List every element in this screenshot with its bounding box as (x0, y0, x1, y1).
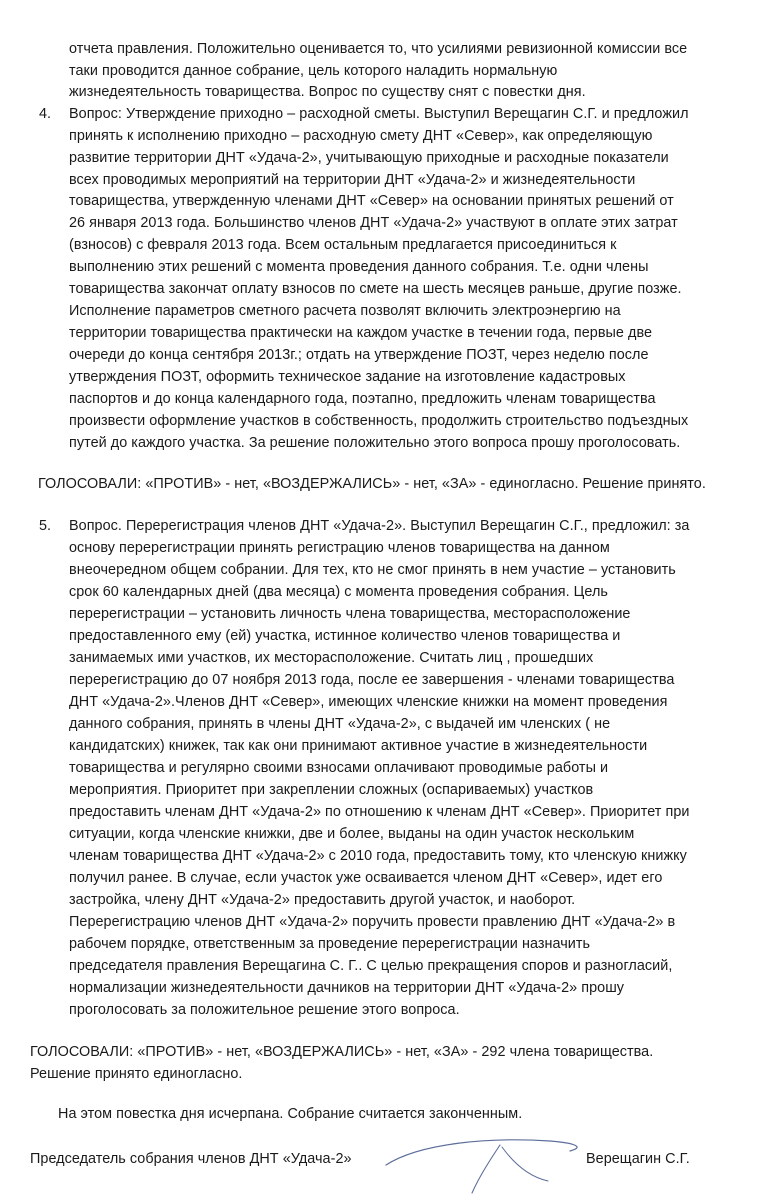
signature-name: Верещагин С.Г. (586, 1151, 690, 1167)
item-4-vote: ГОЛОСОВАЛИ: «ПРОТИВ» - нет, «ВОЗДЕРЖАЛИСЬ» - нет, «ЗА» - единогласно. Решение принято. (38, 476, 706, 492)
item-5-vote-line-2: Решение принято единогласно. (30, 1066, 243, 1082)
continuation-line-2: таки проводится данное собрание, цель которого наладить нормальную (69, 63, 558, 79)
item-5-line-17: получил ранее. В случае, если участок уже осваивается членом ДНТ «Север», идет его (69, 870, 663, 886)
item-5-line-10: данного собрания, принять в члены ДНТ «Удача-2», с выдачей им членских ( не (69, 716, 611, 732)
item-5-line-13: мероприятия. Приоритет при закреплении сложных (оспариваемых) участков (69, 782, 594, 798)
item-4-line-7: (взносов) с февраля 2013 года. Всем остальным предлагается присоединиться к (69, 237, 617, 253)
item-4-line-9: товарищества закончат оплату взносов по смете на шесть месяцев раньше, другие позже. (69, 281, 682, 297)
item-5-line-14: предоставить членам ДНТ «Удача-2» по отношению к членам ДНТ «Север». Приоритет при (69, 804, 690, 820)
item-5-line-5: перерегистрации – установить личность члена товарищества, месторасположение (69, 606, 631, 622)
item-5-line-2: основу перерегистрации принять регистрацию членов товарищества на данном (69, 540, 610, 556)
item-4-line-10: Исполнение параметров сметного расчета позволят включить электроэнергию на (69, 303, 621, 319)
item-5-vote-line-1: ГОЛОСОВАЛИ: «ПРОТИВ» - нет, «ВОЗДЕРЖАЛИСЬ» - нет, «ЗА» - 292 члена товарищества. (30, 1044, 654, 1060)
closing-statement: На этом повестка дня исчерпана. Собрание считается законченным. (58, 1106, 523, 1122)
item-4-line-5: товарищества, утвержденную членами ДНТ «Север» на основании принятых решений от (69, 193, 674, 209)
item-5-line-1: Вопрос. Перерегистрация членов ДНТ «Удача-2». Выступил Верещагин С.Г., предложил: за (69, 518, 690, 534)
item-4-number: 4. (39, 106, 52, 122)
item-5-line-12: товарищества и регулярно своими взносами оплачивают проводимые работы и (69, 760, 609, 776)
item-5-line-15: ситуации, когда членские книжки, две и более, выданы на один участок нескольким (69, 826, 635, 842)
item-5-line-11: кандидатских) книжек, так как они принимают активное участие в жизнедеятельности (69, 738, 648, 754)
handwritten-signature (380, 1135, 600, 1197)
item-5-line-16: членам товарищества ДНТ «Удача-2» с 2010 года, предоставить тому, кто членскую книжку (69, 848, 687, 864)
item-5-line-18: застройка, члену ДНТ «Удача-2» предоставить другой участок, и наоборот. (69, 892, 576, 908)
item-4-line-16: путей до каждого участка. За решение положительно этого вопроса прошу проголосовать. (69, 435, 681, 451)
item-5-line-23: проголосовать за положительное решение этого вопроса. (69, 1002, 460, 1018)
continuation-line-1: отчета правления. Положительно оценивается то, что усилиями ревизионной комиссии все (69, 41, 688, 57)
item-4-line-11: территории товарищества практически на каждом участке в течении года, первые две (69, 325, 653, 341)
continuation-line-3: жизнедеятельность товарищества. Вопрос по существу снят с повестки дня. (69, 84, 586, 100)
item-4-line-2: принять к исполнению приходно – расходную смету ДНТ «Север», как определяющую (69, 128, 653, 144)
item-4-line-12: очереди до конца сентября 2013г.; отдать на утверждение ПОЗТ, через неделю после (69, 347, 649, 363)
item-5-line-6: предоставленного ему (ей) участка, истинное количество членов товарищества и (69, 628, 621, 644)
item-5-line-22: нормализации жизнедеятельности дачников на территории ДНТ «Удача-2» прошу (69, 980, 625, 996)
item-5-line-4: срок 60 календарных дней (два месяца) с момента проведения собрания. Цель (69, 584, 608, 600)
signature-title: Председатель собрания членов ДНТ «Удача-2» (30, 1151, 352, 1167)
item-4-line-6: 26 января 2013 года. Большинство членов ДНТ «Удача-2» участвуют в оплате этих затрат (69, 215, 678, 231)
item-5-line-21: председателя правления Верещагина С. Г.. С целью прекращения споров и разногласий, (69, 958, 673, 974)
item-4-line-8: выполнению этих решений с момента проведения данного собрания. Т.е. одни члены (69, 259, 649, 275)
item-4-line-15: произвести оформление участков в собственность, продолжить строительство подъездных (69, 413, 689, 429)
item-4-line-14: паспортов и до конца календарного года, поэтапно, предложить членам товарищества (69, 391, 656, 407)
item-5-number: 5. (39, 518, 52, 534)
item-5-line-19: Перерегистрацию членов ДНТ «Удача-2» поручить провести правлению ДНТ «Удача-2» в (69, 914, 676, 930)
item-4-line-1: Вопрос: Утверждение приходно – расходной сметы. Выступил Верещагин С.Г. и предложил (69, 106, 689, 122)
item-4-line-13: утверждения ПОЗТ, оформить техническое задание на изготовление кадастровых (69, 369, 626, 385)
item-5-line-7: занимаемых ими участков, их месторасположение. Считать лиц , прошедших (69, 650, 594, 666)
item-5-line-20: рабочем порядке, ответственным за проведение перерегистрации назначить (69, 936, 591, 952)
item-4-line-3: развитие территории ДНТ «Удача-2», учитывающую приходные и расходные показатели (69, 150, 669, 166)
item-5-line-9: ДНТ «Удача-2».Членов ДНТ «Север», имеющих членские книжки на момент проведения (69, 694, 668, 710)
item-4-line-4: всех проводимых мероприятий на территории ДНТ «Удача-2» и жизнедеятельности (69, 172, 636, 188)
item-5-line-8: перерегистрацию до 07 ноября 2013 года, после ее завершения - членами товарищества (69, 672, 675, 688)
item-5-line-3: внеочередном общем собрании. Для тех, кто не смог принять в нем участие – установить (69, 562, 676, 578)
